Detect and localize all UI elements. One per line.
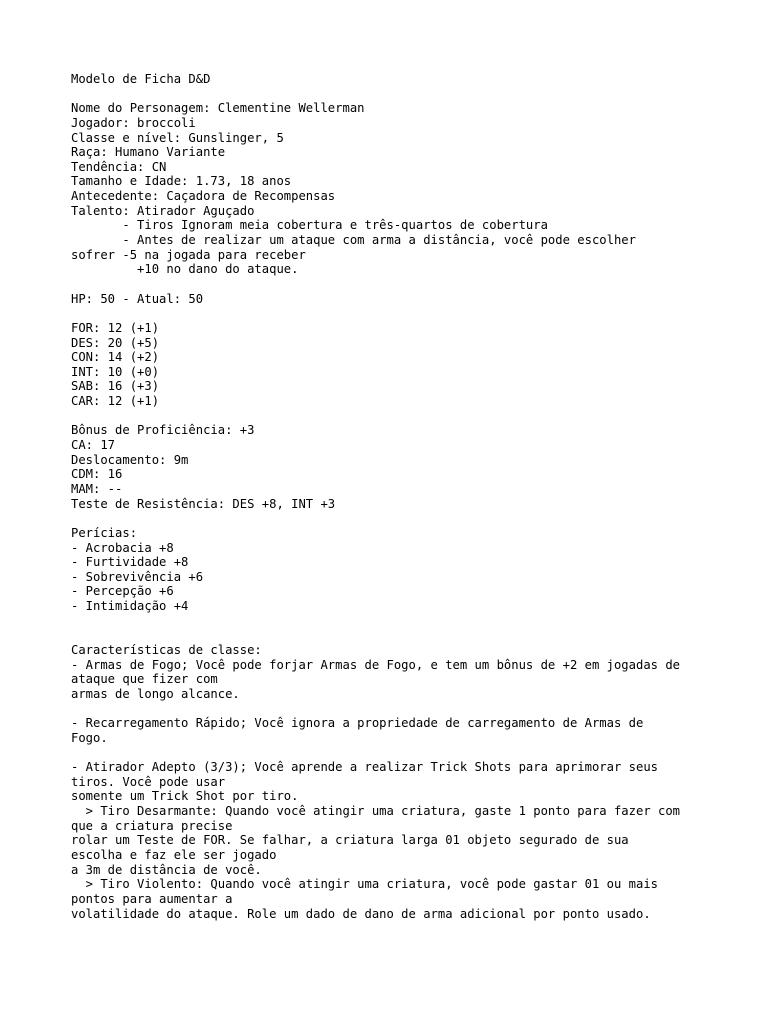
feature-adept-line: somente um Trick Shot por tiro. [71, 789, 299, 804]
class-level-line: Classe e nível: Gunslinger, 5 [71, 130, 284, 145]
race-line: Raça: Humano Variante [71, 145, 226, 160]
skill-item: - Acrobacia +8 [71, 540, 174, 555]
feat-detail-line: - Tiros Ignoram meia cobertura e três-quartos de cobertura [71, 218, 548, 233]
document-title: Modelo de Ficha D&D [71, 72, 211, 86]
proficiency-bonus-line: Bônus de Proficiência: +3 [71, 423, 255, 438]
trick-shot-disarming-line: > Tiro Desarmante: Quando você atingir uma criatura, gaste 1 ponto para fazer com [71, 804, 681, 819]
attribute-for: FOR: 12 (+1) [71, 320, 160, 335]
blank-line [71, 745, 731, 760]
class-features-header: Características de classe: [71, 642, 262, 657]
skill-item: - Intimidação +4 [71, 599, 189, 614]
attribute-des: DES: 20 (+5) [71, 335, 160, 350]
speed-line: Deslocamento: 9m [71, 452, 189, 467]
blank-line [71, 306, 731, 321]
trick-shot-disarming-line: escolha e faz ele ser jogado [71, 847, 277, 862]
character-sheet-document [71, 72, 731, 921]
attribute-car: CAR: 12 (+1) [71, 394, 160, 409]
feature-firearms-line: armas de longo alcance. [71, 686, 240, 701]
hp-line: HP: 50 - Atual: 50 [71, 291, 204, 306]
blank-line [71, 277, 731, 292]
feature-reload-line: - Recarregamento Rápido; Você ignora a propriedade de carregamento de Armas de [71, 716, 644, 731]
attribute-con: CON: 14 (+2) [71, 350, 160, 365]
size-age-line: Tamanho e Idade: 1.73, 18 anos [71, 174, 292, 189]
character-name-line: Nome do Personagem: Clementine Wellerman [71, 101, 365, 116]
alignment-line: Tendência: CN [71, 159, 167, 174]
blank-line [71, 511, 731, 526]
feature-adept-line: - Atirador Adepto (3/3); Você aprende a realizar Trick Shots para aprimorar seus [71, 760, 658, 775]
feat-line: Talento: Atirador Aguçado [71, 203, 255, 218]
feat-detail-line: sofrer -5 na jogada para receber [71, 247, 306, 262]
feature-adept-line: tiros. Você pode usar [71, 774, 226, 789]
feat-detail-line: - Antes de realizar um ataque com arma a distância, você pode escolher [71, 233, 636, 248]
blank-line [71, 409, 731, 424]
trick-shot-disarming-line: que a criatura precise [71, 818, 233, 833]
trick-shot-violent-line: volatilidade do ataque. Role um dado de dano de arma adicional por ponto usado. [71, 906, 651, 921]
attribute-sab: SAB: 16 (+3) [71, 379, 160, 394]
skill-item: - Furtividade +8 [71, 555, 189, 570]
blank-line [71, 702, 731, 717]
skill-item: - Sobrevivência +6 [71, 569, 204, 584]
attribute-int: INT: 10 (+0) [71, 364, 160, 379]
feature-reload-line: Fogo. [71, 730, 108, 745]
feat-detail-line: +10 no dano do ataque. [71, 262, 299, 277]
skills-header: Perícias: [71, 525, 138, 540]
armor-class-line: CA: 17 [71, 438, 116, 453]
blank-line [71, 87, 731, 102]
saving-throw-line: Teste de Resistência: DES +8, INT +3 [71, 496, 336, 511]
background-line: Antecedente: Caçadora de Recompensas [71, 189, 336, 204]
skill-item: - Percepção +6 [71, 584, 174, 599]
blank-line [71, 628, 731, 643]
feature-firearms-line: ataque que fizer com [71, 672, 218, 687]
trick-shot-violent-line: > Tiro Violento: Quando você atingir uma criatura, você pode gastar 01 ou mais [71, 877, 658, 892]
cdm-line: CDM: 16 [71, 467, 123, 482]
trick-shot-violent-line: pontos para aumentar a [71, 891, 233, 906]
player-line: Jogador: broccoli [71, 115, 196, 130]
feature-firearms-line: - Armas de Fogo; Você pode forjar Armas de Fogo, e tem um bônus de +2 em jogadas de [71, 657, 681, 672]
blank-line [71, 614, 731, 629]
trick-shot-disarming-line: rolar um Teste de FOR. Se falhar, a criatura larga 01 objeto segurado de sua [71, 833, 629, 848]
trick-shot-disarming-line: a 3m de distância de você. [71, 862, 262, 877]
mam-line: MAM: -- [71, 481, 123, 496]
